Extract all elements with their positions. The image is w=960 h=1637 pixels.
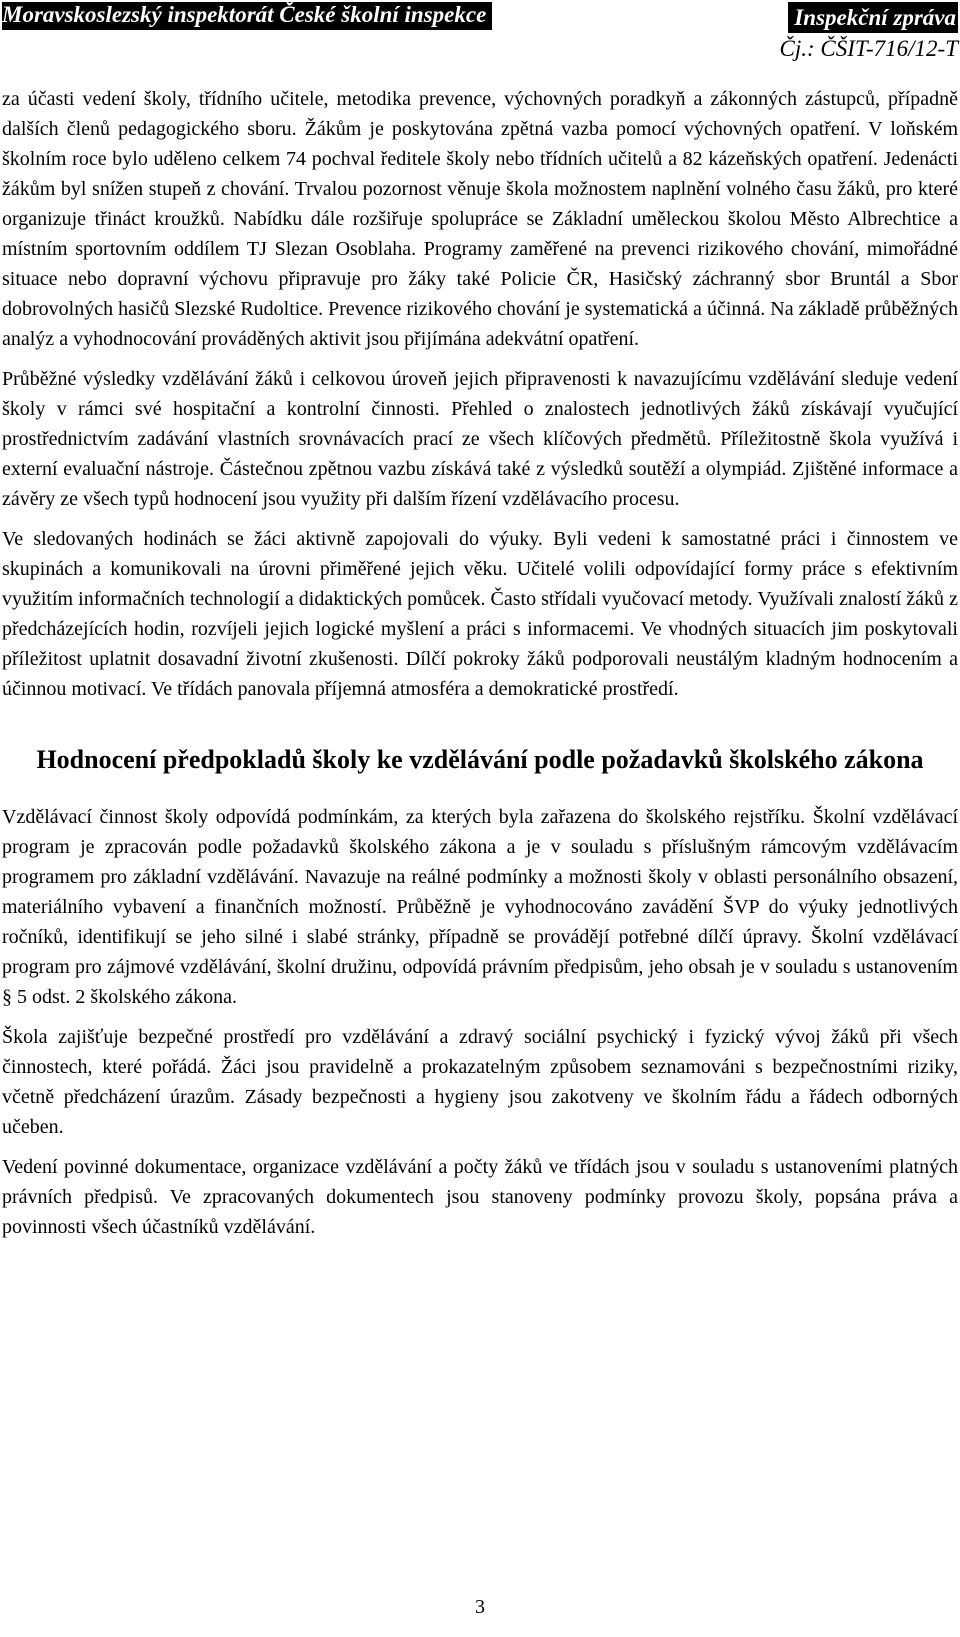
body-paragraph: Vzdělávací činnost školy odpovídá podmínkám, za kterých byla zařazena do školského rejstříku. Školní vzdělávací program je zpracován podle požadavků školského zákona a je v souladu s příslušným rámcovým vzdělávacím programem pro základní vzdělávání. Navazuje na reálné podmínky a možnosti školy v oblasti personálního obsazení, materiálního vybavení a finančních možností. Průběžně je vyhodnocováno zavádění ŠVP do výuky jednotlivých ročníků, identifikují se jeho silné i slabé stránky, případně se provádějí potřebné dílčí úpravy. Školní vzdělávací program pro zájmové vzdělávání, školní družinu, odpovídá právním předpisům, jeho obsah je v souladu s ustanovením § 5 odst. 2 školského zákona.: [2, 806, 958, 1008]
document-body: [2, 84, 958, 1252]
page-number: 3: [475, 1596, 485, 1618]
body-paragraph: Průběžné výsledky vzdělávání žáků i celkovou úroveň jejich připravenosti k navazujícímu vzdělávání sleduje vedení školy v rámci své hospitační a kontrolní činnosti. Přehled o znalostech jednotlivých žáků získávají vyučující prostřednictvím zadávání vlastních srovnávacích prací ze všech klíčových předmětů. Příležitostně škola využívá i externí evaluační nástroje. Částečnou zpětnou vazbu získává také z výsledků soutěží a olympiád. Zjištěné informace a závěry ze všech typů hodnocení jsou využity při dalším řízení vzdělávacího procesu.: [2, 368, 958, 510]
body-paragraph: za účasti vedení školy, třídního učitele, metodika prevence, výchovných poradkyň a zákonných zástupců, případně dalších členů pedagogického sboru. Žákům je poskytována zpětná vazba pomocí výchovných opatření. V loňském školním roce bylo uděleno celkem 74 pochval ředitele školy nebo třídních učitelů a 82 kázeňských opatření. Jedenácti žákům byl snížen stupeň z chování. Trvalou pozornost věnuje škola možnostem naplnění volného času žáků, pro které organizuje třináct kroužků. Nabídku dále rozšiřuje spolupráce se Základní uměleckou školou Město Albrechtice a místním sportovním oddílem TJ Slezan Osoblaha. Programy zaměřené na prevenci rizikového chování, mimořádné situace nebo dopravní výchovu připravuje pro žáky také Policie ČR, Hasičský záchranný sbor Bruntál a Sbor dobrovolných hasičů Slezské Rudoltice. Prevence rizikového chování je systematická a účinná. Na základě průběžných analýz a vyhodnocování prováděných aktivit jsou přijímána adekvátní opatření.: [2, 88, 958, 350]
body-paragraph: Vedení povinné dokumentace, organizace vzdělávání a počty žáků ve třídách jsou v souladu s ustanoveními platných právních předpisů. Ve zpracovaných dokumentech jsou stanoveny podmínky provozu školy, popsána práva a povinnosti všech účastníků vzdělávání.: [2, 1156, 958, 1238]
body-paragraph: Ve sledovaných hodinách se žáci aktivně zapojovali do výuky. Byli vedeni k samostatné práci i činnostem ve skupinách a komunikovali na úrovni přiměřené jejich věku. Učitelé volili odpovídající formy práce s efektivním využitím informačních technologií a didaktických pomůcek. Často střídali vyučovací metody. Využívali znalostí žáků z předcházejících hodin, rozvíjeli jejich logické myšlení a práci s informacemi. Ve vhodných situacích jim poskytovali příležitost uplatnit dosavadní životní zkušenosti. Dílčí pokroky žáků podporovali neustálým kladným hodnocením a účinnou motivací. Ve třídách panovala příjemná atmosféra a demokratické prostředí.: [2, 528, 958, 700]
header-inspectorate: Moravskoslezský inspektorát České školní inspekce: [2, 2, 492, 30]
header-reference-number: Čj.: ČŠIT-716/12-T: [779, 36, 958, 61]
header-report-info: [780, 2, 958, 64]
body-paragraph: Škola zajišťuje bezpečné prostředí pro vzdělávání a zdravý sociální psychický i fyzický vývoj žáků při všech činnostech, které pořádá. Žáci jsou pravidelně a prokazatelným způsobem seznamováni s bezpečnostními riziky, včetně předcházení úrazům. Zásady bezpečnosti a hygieny jsou zakotveny ve školním řádu a řádech odborných učeben.: [2, 1026, 958, 1138]
section-heading: Hodnocení předpokladů školy ke vzdělávání podle požadavků školského zákona: [36, 745, 924, 774]
header-report-title: Inspekční zpráva: [788, 2, 958, 33]
page-header: [0, 0, 960, 64]
